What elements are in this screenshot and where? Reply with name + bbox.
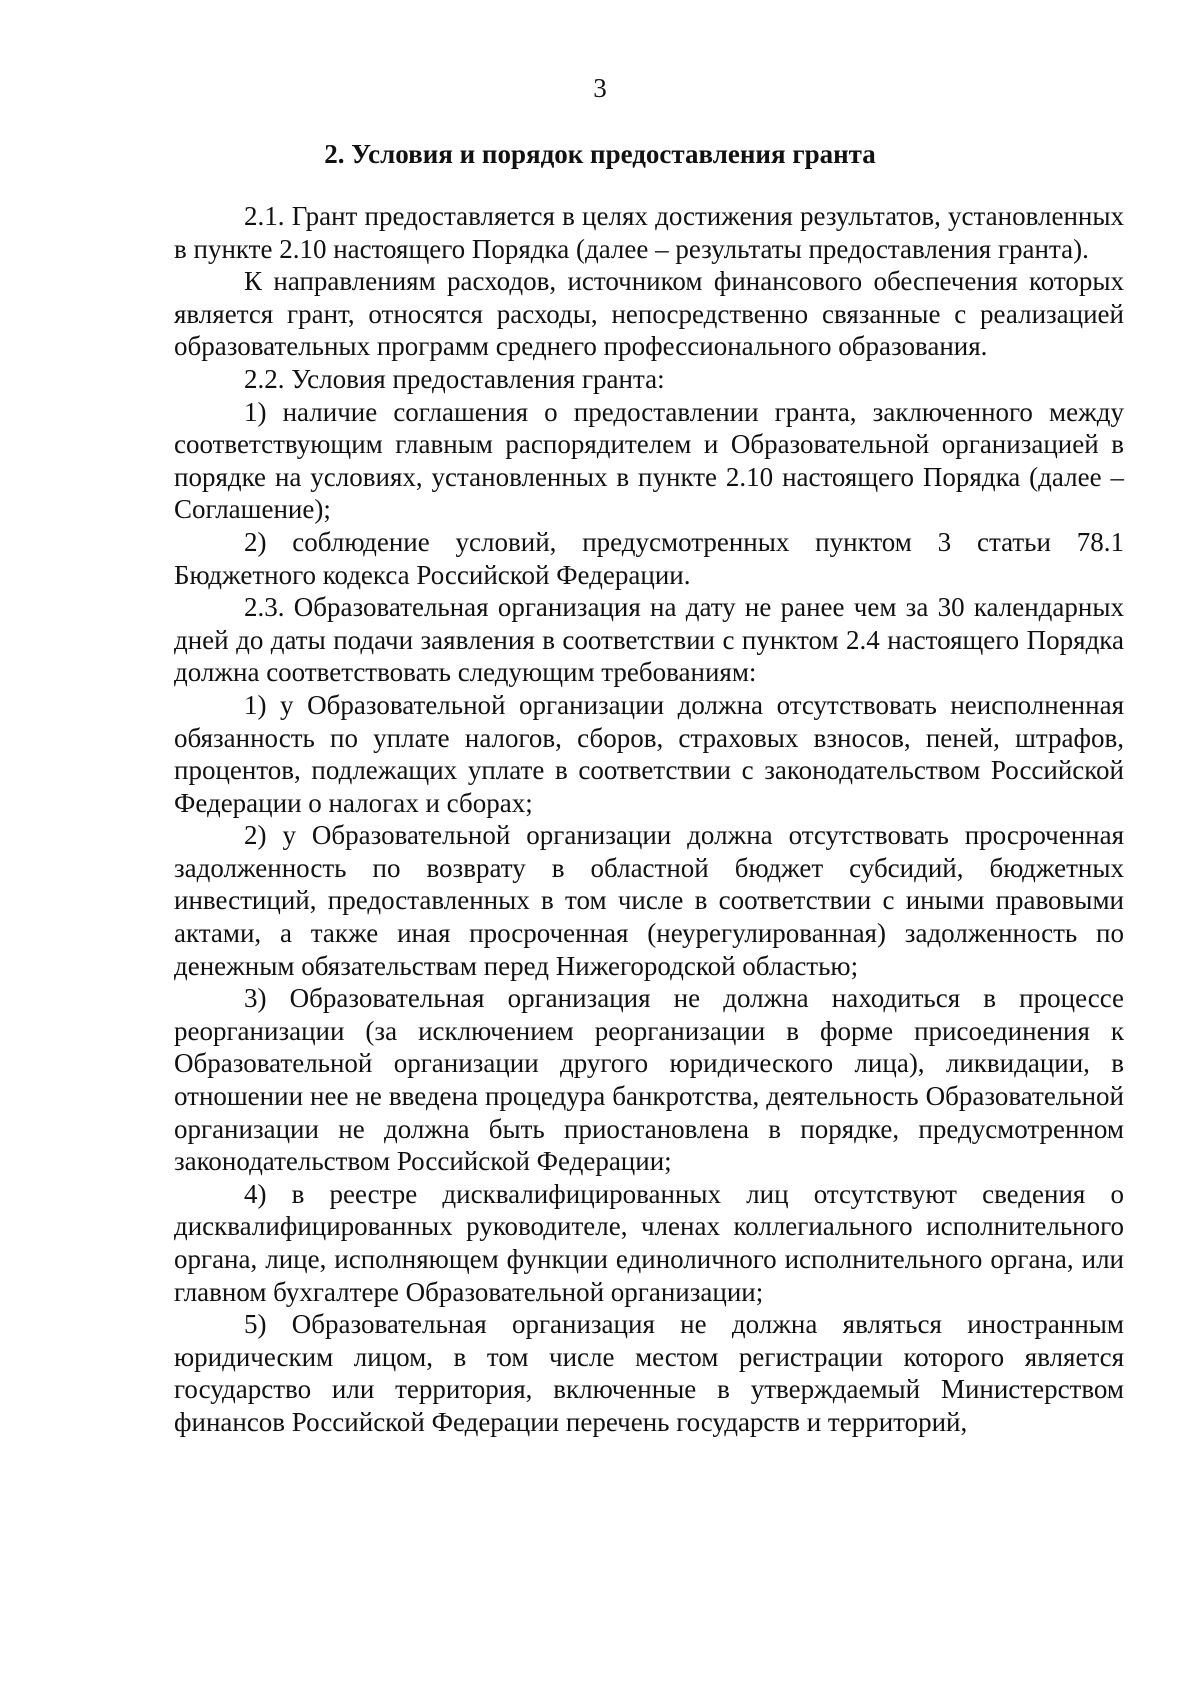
paragraph-2-2: 2.2. Условия предоставления гранта: [244,363,665,394]
paragraph-2-3-item-2: 2) у Образовательной организации должна отсутствовать просроченная задолженность по возврату в областной бюджет субсидий, бюджетных инвестиций, предоставленных в том числе в соответствии с иными правовыми актами, а также иная просроченная (неурегулированная) задолженность по денежным обязательствам перед Нижегородской областью; [174,820,1124,981]
section-heading: 2. Условия и порядок предоставления гранта [324,139,876,169]
paragraph-2-3-item-4: 4) в реестре дисквалифицированных лиц отсутствуют сведения о дисквалифицированных руководителе, членах коллегиального исполнительного органа, лице, исполняющем функции единоличного исполнительного органа, или главном бухгалтере Образовательной организации; [174,1178,1124,1307]
paragraph-2-3-item-3: 3) Образовательная организация не должна находиться в процессе реорганизации (за исключением реорганизации в форме присоединения к Образовательной организации другого юридического лица), ликвидации, в отношении нее не введена процедура банкротства, деятельность Образовательной организации не должна быть приостановлена в порядке, предусмотренном законодательством Российской Федерации; [174,983,1124,1177]
paragraph-2-3: 2.3. Образовательная организация на дату не ранее чем за 30 календарных дней до даты подачи заявления в соответствии с пунктом 2.4 настоящего Порядка должна соответствовать следующим требованиям: [174,592,1124,688]
paragraph-2-2-item-2: 2) соблюдение условий, предусмотренных пунктом 3 статьи 78.1 Бюджетного кодекса Российской Федерации. [174,526,1124,590]
paragraph-2-3-item-1: 1) у Образовательной организации должна отсутствовать неисполненная обязанность по уплате налогов, сборов, страховых взносов, пеней, штрафов, процентов, подлежащих уплате в соответствии с законодательством Российской Федерации о налогах и сборах; [174,689,1124,818]
paragraph-expense-directions: К направлениям расходов, источником финансового обеспечения которых является грант, относятся расходы, непосредственно связанные с реализацией образовательных программ среднего профессионального образования. [174,266,1124,362]
paragraph-2-2-item-1: 1) наличие соглашения о предоставлении гранта, заключенного между соответствующим главным распорядителем и Образовательной организацией в порядке на условиях, установленных в пункте 2.10 настоящего Порядка (далее – Соглашение); [174,396,1124,525]
page-number: 3 [593,73,607,103]
paragraph-2-1: 2.1. Грант предоставляется в целях достижения результатов, установленных в пункте 2.10 настоящего Порядка (далее – результаты предоставления гранта). [174,201,1124,264]
paragraph-2-3-item-5: 5) Образовательная организация не должна являться иностранным юридическим лицом, в том числе местом регистрации которого является государство или территория, включенные в утверждаемый Министерством финансов Российской Федерации перечень государств и территорий, [174,1309,1124,1437]
document-body [174,200,1124,1439]
